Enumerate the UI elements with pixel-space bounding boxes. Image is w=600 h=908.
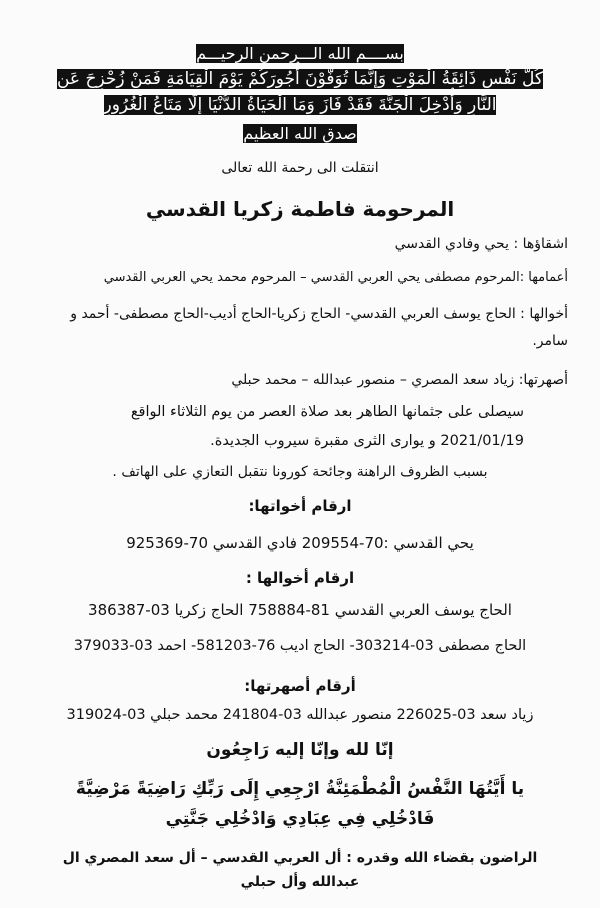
funeral-details: سيصلى على جثمانها الطاهر بعد صلاة العصر من يوم الثلاثاء الواقع 2021/01/19 و يوارى الثرى مقبرة سيروب الجديدة. — [130, 404, 524, 449]
quran-verse-text: كُلُّ نَفْسٍ ذَائِقَةُ الْمَوْتِ وَإِنَّمَا تُوَفَّوْنَ أُجُورَكُمْ يَوْمَ الْقِيَامَةِ فَمَنْ زُحْزِحَ عَنِ النَّارِ وَأُدْخِلَ الْجَنَّةَ فَقَدْ فَازَ وَمَا الْحَيَاةُ الدُّنْيَا إِلَّا مَتَاعُ الْغُرُورِ — [56, 69, 543, 115]
in-laws-numbers-heading: أرقام أصهرتها: — [244, 677, 356, 695]
basmala-text: بســــم الله الـــرحمن الرحيـــم — [196, 44, 404, 63]
quran-verse-block — [0, 66, 600, 118]
maternal-uncles-line: أخوالها : الحاج يوسف العربي القدسي- الحاج زكريا-الحاج أديب-الحاج مصطفى- أحمد و سامر. — [70, 306, 568, 349]
in-laws-numbers-line: زياد سعد 03-226025 منصور عبدالله 03-241804 محمد حبلي 03-319024 — [66, 707, 534, 723]
basmala-heading — [0, 44, 600, 64]
paternal-uncles-line: أعمامها :المرحوم مصطفى يحي العربي القدسي – المرحوم محمد يحي العربي القدسي — [103, 270, 568, 285]
sadaqa-text: صدق الله العظيم — [243, 124, 357, 143]
siblings-line: اشقاؤها : يحي وفادي القدسي — [394, 236, 568, 252]
maternal-numbers-heading: ارقام أخوالها : — [245, 569, 355, 587]
covid-note: بسبب الظروف الراهنة وجائحة كورونا نتقبل التعازي على الهاتف . — [112, 464, 488, 480]
maternal-numbers-line-1: الحاج يوسف العربي القدسي 81-758884 الحاج زكريا 03-386387 — [88, 601, 512, 619]
closing-quran-verse: يا أَيَّتُهَا النَّفْسُ الْمُطْمَئِنَّةُ ارْجِعِي إِلَى رَبِّكِ رَاضِيَةً مَرْضِيَّةً فَادْخُلِي فِي عِبَادِي وَادْخُلِي جَنَّتِي — [75, 779, 525, 829]
inna-lillah-line: إنّا لله وإنّا إليه رَاجِعُون — [206, 740, 394, 760]
sisters-numbers-line: يحي القدسي :70-209554 فادي القدسي 70-925369 — [126, 534, 474, 552]
sisters-numbers-heading: ارقام أخواتها: — [248, 497, 352, 515]
intro-line: انتقلت الى رحمة الله تعالى — [221, 160, 379, 176]
deceased-name: المرحومة فاطمة زكريا القدسي — [145, 197, 455, 221]
mourners-line: الراضون بقضاء الله وقدره : أل العربي القدسي – أل سعد المصري ال عبدالله وأل حبلي — [62, 850, 538, 890]
maternal-numbers-line-2: الحاج مصطفى 03-303214- الحاج اديب 76-581203- احمد 03-379033 — [73, 638, 527, 654]
in-laws-line: أصهرتها: زياد سعد المصري – منصور عبدالله – محمد حبلي — [231, 372, 568, 388]
sadaqa-line — [0, 124, 600, 144]
